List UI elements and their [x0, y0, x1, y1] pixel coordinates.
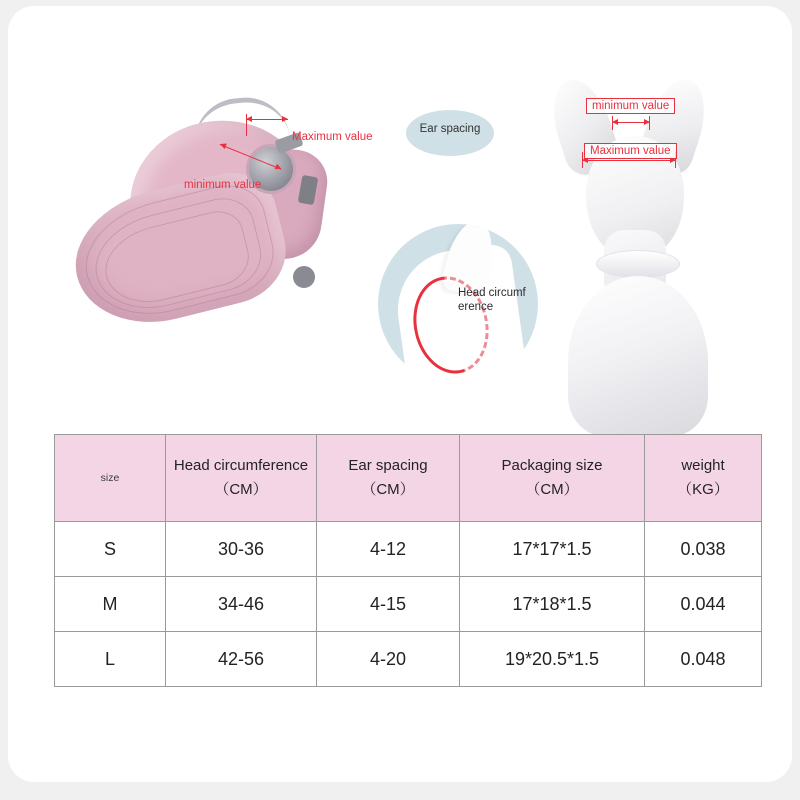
cap-max-arrow [246, 119, 288, 120]
dog-min-tick-right [649, 116, 650, 130]
dog-min-tick-left [612, 116, 613, 130]
header-packaging-size-unit: （CM） [525, 481, 579, 498]
cell-weight: 0.038 [645, 522, 762, 577]
header-ear-spacing-unit: （CM） [361, 481, 415, 498]
header-size [55, 435, 166, 522]
cell-size: M [55, 577, 166, 632]
illustration-area [8, 6, 792, 424]
cell-head-circumference: 30-36 [166, 522, 317, 577]
header-packaging-size-label: Packaging size [501, 457, 603, 474]
head-circumference-label-line2: erence [458, 301, 494, 313]
dog-max-label: Maximum value [584, 143, 677, 159]
cell-packaging-size: 17*17*1.5 [460, 522, 645, 577]
spec-table-body [55, 522, 762, 687]
cap-min-label: minimum value [184, 179, 262, 191]
cell-head-circumference: 34-46 [166, 577, 317, 632]
header-head-circumference-unit: （CM） [214, 481, 268, 498]
spec-table-wrapper [54, 434, 746, 687]
spec-table [54, 434, 762, 687]
mannequin-collar [596, 250, 680, 278]
cell-ear-spacing: 4-15 [317, 577, 460, 632]
product-spec-card [8, 6, 792, 782]
header-packaging-size [460, 435, 645, 522]
header-size-label: size [100, 472, 120, 484]
table-row [55, 522, 762, 577]
cell-size: L [55, 632, 166, 687]
cell-weight: 0.044 [645, 577, 762, 632]
header-ear-spacing-label: Ear spacing [348, 457, 428, 474]
dog-min-label: minimum value [586, 98, 675, 114]
cell-packaging-size: 17*18*1.5 [460, 577, 645, 632]
cap-max-label: Maximum value [292, 131, 373, 143]
mannequin-body [568, 276, 708, 436]
dog-mannequin-photo [528, 62, 748, 422]
header-head-circumference [166, 435, 317, 522]
table-header-row [55, 435, 762, 522]
table-row [55, 632, 762, 687]
header-ear-spacing [317, 435, 460, 522]
head-circumference-label-line1: Head circumf [458, 287, 526, 299]
cap-max-tick [246, 114, 247, 136]
pink-cap-photo [68, 76, 348, 346]
spec-table-head [55, 435, 762, 522]
header-weight [645, 435, 762, 522]
dog-max-arrow [582, 160, 676, 161]
dog-min-arrow [612, 122, 650, 123]
cell-ear-spacing: 4-20 [317, 632, 460, 687]
table-row [55, 577, 762, 632]
dog-max-tick-left [582, 152, 583, 168]
cap-buckle [293, 266, 315, 288]
ear-spacing-label: Ear spacing [419, 123, 481, 135]
header-weight-label: weight [681, 457, 725, 474]
cell-weight: 0.048 [645, 632, 762, 687]
cell-ear-spacing: 4-12 [317, 522, 460, 577]
header-weight-unit: （KG） [677, 481, 729, 498]
cell-packaging-size: 19*20.5*1.5 [460, 632, 645, 687]
cell-size: S [55, 522, 166, 577]
cell-head-circumference: 42-56 [166, 632, 317, 687]
header-head-circumference-label: Head circumference [173, 457, 309, 474]
